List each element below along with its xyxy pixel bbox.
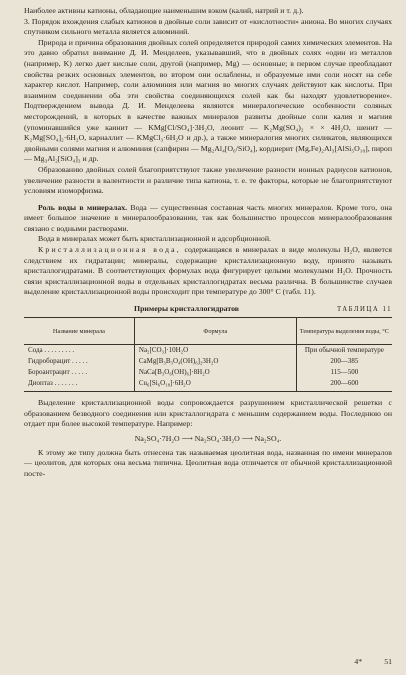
table-title: Примеры кристаллогидратов	[134, 304, 240, 314]
page-number: 51	[384, 657, 392, 666]
column-header: Название минерала	[24, 318, 134, 345]
paragraph: Природа и причина образования двойных солей определяется природой самих химических элементов. На это давно обратил внимание Д. И. Менделеев, указывавший, что в двойных солях «один из металлов (например, K) легко дает кислые соли, другой (например, Mg) — основные; в первом случае преобладают свойства резких основных элементов, во втором они ослаблены, и образуемые ими соли носят на себе характер кислот. Например, соли алюминия или магния во многих случаях действуют как кислоты. При взаимном соединении оба эти свойства соединяющихся солей как бы находят удовлетворение». Подтверждением вывода Д. И. Менделеева являются минералогические особенности соляных месторождений, в которых в качестве важных минералов развиты двойные соли калия и магния (упоминавшийся уже каинит — KMg[Cl/SO₄]·3H₂O, леонит — K₂Mg(SO₄)₂ × × 4H₂O, шенит — K₂Mg[SO₄]₂·6H₂O, карналлит — KMgCl₃·6H₂O и др.), а также минералогия многих силикатов, являющихся двойными солями магния и алюминия (сапфирин — Mg₂Al₄[O₆/SiO₄], кордиерит (Mg,Fe)₂Al₃[AlSi₅O₁₈], пироп — Mg₃Al₂[SiO₄]₃ и др.	[24, 37, 392, 164]
signature-mark: 4*	[354, 657, 363, 666]
page-footer	[354, 657, 392, 666]
paragraph: К этому же типу должна быть отнесена так называемая цеолитная вода, названная по имени минералов — цеолитов, для которых она весьма типична. Цеолитная вода отличается от обычной кристаллизационной посте-	[24, 447, 392, 478]
table-row: Диоптаз . . . . . . . Cu₆[Si₆O₁₈]·6H₂O 200—600	[24, 378, 392, 392]
table-row: Сода . . . . . . . . . Na₂[CO₃]·10H₂O При обычной температуре	[24, 345, 392, 357]
section-heading: Роль воды в минералах.	[38, 202, 128, 212]
table-row: Бороантрацит . . . . . NaCa[B₃O₆(OH)₆]·8H₂O 115—500	[24, 367, 392, 378]
column-header: Температура выделения воды, °С	[296, 318, 392, 345]
paragraph: Образованию двойных солей благоприятствуют также увеличение разности ионных радиусов катионов, увеличение разности в валентности и различие типа катиона, т. е. те факторы, которые не благоприятствуют условиям изоморфизма.	[24, 164, 392, 196]
paragraph: Кристаллизационная вода, содержащаяся в минералах в виде молекулы H₂O, является следствием их гидратации; минералы, содержащие кристаллизационную воду, принято называть кристаллогидратами. В соответствующих формулах вода фигурирует целыми молекулами H₂O. Прочность связи кристаллизационной воды в отдельных кристаллогидратах весьма различна. В большинстве случаев выделение кристаллизационной воды происходит при температуре до 300° С (табл. 11).	[24, 245, 392, 297]
table-row: Гидроборацит . . . . . CaMg[B₃B₃O₄(OH)₆]₂3H₂O 200—385	[24, 356, 392, 367]
paragraph: Наиболее активны катионы, обладающие наименьшим вэком (калий, натрий и т. д.).	[24, 6, 304, 15]
list-item: 3. Порядок вхождения слабых катионов в двойные соли зависит от «кислотности» аниона. Во многих случаях спутником сильного металла является алюминий.	[24, 16, 392, 37]
term: Кристаллизационная вода,	[38, 245, 181, 255]
column-header: Формула	[134, 318, 296, 345]
section-paragraph: Роль воды в минералах. Вода — существенная составная часть многих минералов. Кроме того, она имеет большое значение в минералообразовании, так как большинство процессов минералообразования связано с водными растворами.	[24, 202, 392, 233]
reaction-formula: Na₂SO₄·7H₂O ⟶ Na₂SO₄·3H₂O ⟶ Na₂SO₄.	[134, 433, 282, 443]
paragraph: Вода в минералах может быть кристаллизационной и адсорбционной.	[38, 234, 271, 244]
table-header	[24, 304, 392, 313]
table	[24, 317, 392, 392]
table-number: ТАБЛИЦА 11	[336, 306, 392, 314]
paragraph: Выделение кристаллизационной воды сопровождается разрушением кристаллической решетки с образованием безводного соединения или кристаллогидрата с меньшим содержанием воды. Последнюю он отдает при более высокой температуре. Например:	[24, 398, 392, 429]
